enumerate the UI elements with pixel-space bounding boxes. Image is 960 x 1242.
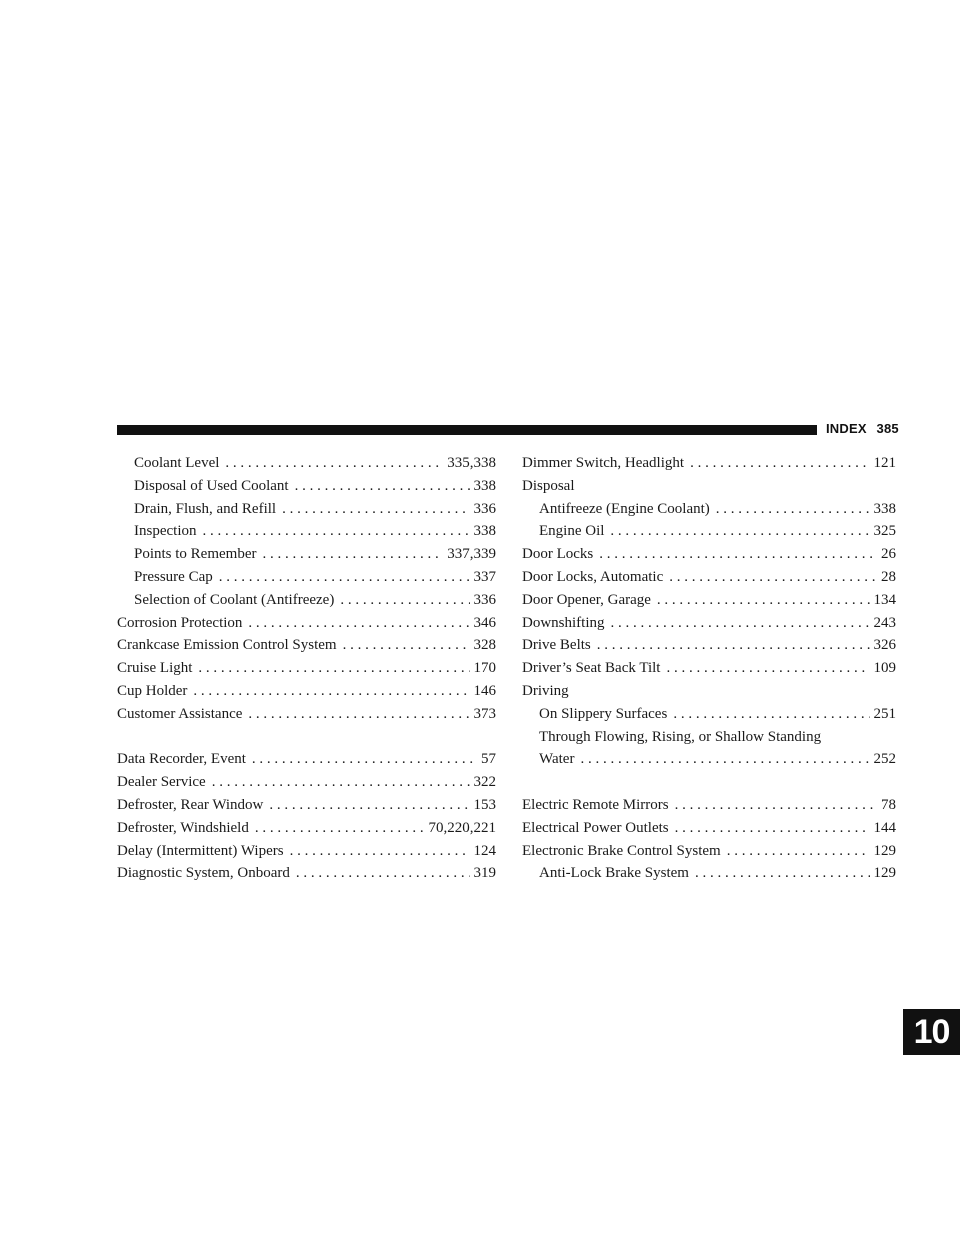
index-page-ref[interactable]: 26 xyxy=(881,546,896,563)
index-term: Downshifting xyxy=(522,614,605,631)
dot-leader xyxy=(690,452,869,475)
index-page-ref[interactable]: 146 xyxy=(473,682,496,699)
index-page-ref[interactable]: 243 xyxy=(873,614,896,631)
index-term: Coolant Level xyxy=(134,455,220,471)
index-entry xyxy=(117,794,496,817)
index-entry xyxy=(522,726,896,749)
index-term: Water xyxy=(539,751,575,768)
index-term: Drive Belts xyxy=(522,637,591,654)
index-entry xyxy=(522,475,896,498)
index-term: Door Locks xyxy=(522,546,594,563)
index-page-ref[interactable]: 336 xyxy=(473,591,496,608)
dot-leader xyxy=(716,498,870,521)
page-number: 385 xyxy=(876,421,899,436)
index-entry xyxy=(522,680,896,703)
dot-leader xyxy=(290,840,470,863)
index-term: Dealer Service xyxy=(117,774,206,791)
index-term: Door Locks, Automatic xyxy=(522,568,664,585)
dot-leader xyxy=(295,475,470,498)
index-entry xyxy=(117,657,496,680)
index-page-ref[interactable]: 337,339 xyxy=(447,546,496,563)
dot-leader xyxy=(248,703,469,726)
index-term: On Slippery Surfaces xyxy=(539,705,668,722)
dot-leader xyxy=(343,634,470,657)
index-entry xyxy=(117,817,496,840)
index-term: Defroster, Windshield xyxy=(117,819,249,836)
index-page-ref[interactable]: 134 xyxy=(873,591,896,608)
dot-leader xyxy=(727,840,870,863)
running-header xyxy=(826,421,899,436)
index-term: Data Recorder, Event xyxy=(117,751,246,768)
index-column-right xyxy=(522,452,896,885)
index-page-ref[interactable]: 336 xyxy=(473,500,496,517)
index-entry xyxy=(522,634,896,657)
index-term: Points to Remember xyxy=(134,546,257,563)
index-term: Door Opener, Garage xyxy=(522,591,651,608)
index-term: Disposal xyxy=(522,477,575,494)
index-term: Electrical Power Outlets xyxy=(522,819,669,836)
index-page-ref[interactable]: 121 xyxy=(873,455,896,471)
index-page-ref[interactable]: 78 xyxy=(881,796,896,813)
index-entry xyxy=(117,612,496,635)
chapter-tab[interactable]: 10 xyxy=(903,1009,960,1055)
index-page-ref[interactable]: 170 xyxy=(473,660,496,677)
dot-leader xyxy=(340,589,469,612)
index-entry xyxy=(117,543,496,566)
index-entry xyxy=(117,634,496,657)
dot-leader xyxy=(666,657,869,680)
index-entry xyxy=(117,475,496,498)
index-term: Drain, Flush, and Refill xyxy=(134,500,277,517)
dot-leader xyxy=(675,794,877,817)
index-term: Delay (Intermittent) Wipers xyxy=(117,842,284,859)
index-term: Defroster, Rear Window xyxy=(117,796,264,813)
index-term: Through Flowing, Rising, or Shallow Standing xyxy=(539,728,822,745)
index-entry xyxy=(522,657,896,680)
dot-leader xyxy=(669,566,877,589)
dot-leader xyxy=(255,817,425,840)
index-entry xyxy=(522,703,896,726)
index-term: Inspection xyxy=(134,523,197,540)
index-term: Driver’s Seat Back Tilt xyxy=(522,660,661,677)
dot-leader xyxy=(202,520,469,543)
index-entry xyxy=(117,566,496,589)
index-entry xyxy=(522,748,896,771)
dot-leader xyxy=(611,612,870,635)
index-page-ref[interactable]: 328 xyxy=(473,637,496,654)
dot-leader xyxy=(296,862,470,885)
dot-leader xyxy=(657,589,870,612)
index-page-ref[interactable]: 153 xyxy=(473,796,496,813)
dot-leader xyxy=(269,794,469,817)
header-rule xyxy=(117,425,817,435)
index-term: Electric Remote Mirrors xyxy=(522,796,669,813)
dot-leader xyxy=(248,612,469,635)
index-page-ref[interactable]: 28 xyxy=(881,568,896,585)
index-term: Corrosion Protection xyxy=(117,614,243,631)
index-entry xyxy=(117,498,496,521)
index-page-ref[interactable]: 338 xyxy=(473,523,496,540)
index-page-ref[interactable]: 373 xyxy=(473,705,496,722)
index-term: Selection of Coolant (Antifreeze) xyxy=(134,591,335,608)
index-term: Electronic Brake Control System xyxy=(522,842,721,859)
index-term: Diagnostic System, Onboard xyxy=(117,865,290,882)
dot-leader xyxy=(193,680,469,703)
index-term: Antifreeze (Engine Coolant) xyxy=(539,500,710,517)
dot-leader xyxy=(212,771,470,794)
index-term: Pressure Cap xyxy=(134,568,213,585)
dot-leader xyxy=(695,862,870,885)
index-entry xyxy=(117,703,496,726)
dot-leader xyxy=(673,703,869,726)
index-column-left xyxy=(117,452,496,885)
index-entry xyxy=(117,520,496,543)
index-page-ref[interactable]: 346 xyxy=(473,614,496,631)
index-page-ref[interactable]: 252 xyxy=(873,751,896,768)
dot-leader xyxy=(580,748,869,771)
index-entry xyxy=(522,794,896,817)
index-page-ref[interactable]: 338 xyxy=(473,477,496,494)
index-entry xyxy=(522,589,896,612)
dot-leader xyxy=(282,498,469,521)
index-entry xyxy=(522,452,896,475)
index-page-ref[interactable]: 109 xyxy=(873,660,896,677)
index-entry xyxy=(117,680,496,703)
index-entry xyxy=(117,589,496,612)
index-term: Disposal of Used Coolant xyxy=(134,477,289,494)
index-term: Customer Assistance xyxy=(117,705,243,722)
dot-leader xyxy=(219,566,470,589)
index-entry xyxy=(117,452,496,475)
index-term: Cruise Light xyxy=(117,660,193,677)
index-page-ref[interactable]: 337 xyxy=(473,568,496,585)
dot-leader xyxy=(263,543,444,566)
dot-leader xyxy=(252,748,477,771)
index-entry xyxy=(522,612,896,635)
dot-leader xyxy=(597,634,870,657)
section-title: INDEX xyxy=(826,421,867,436)
index-entry xyxy=(522,498,896,521)
index-entry xyxy=(522,840,896,863)
index-entry xyxy=(117,771,496,794)
dot-leader xyxy=(599,543,877,566)
index-entry xyxy=(117,840,496,863)
index-term: Driving xyxy=(522,682,569,699)
index-entry xyxy=(117,748,496,771)
index-entry xyxy=(522,543,896,566)
dot-leader xyxy=(610,520,869,543)
index-entry xyxy=(522,862,896,885)
index-page-ref[interactable]: 325 xyxy=(873,523,896,540)
index-term: Crankcase Emission Control System xyxy=(117,637,337,654)
index-page-ref[interactable]: 335,338 xyxy=(447,455,496,471)
index-entry xyxy=(522,566,896,589)
index-page-ref[interactable]: 251 xyxy=(873,705,896,722)
index-entry xyxy=(117,862,496,885)
index-page-ref[interactable]: 144 xyxy=(873,819,896,836)
index-entry xyxy=(522,520,896,543)
index-page-ref[interactable]: 57 xyxy=(481,751,496,768)
index-page-ref[interactable]: 129 xyxy=(873,865,896,882)
index-term: Dimmer Switch, Headlight xyxy=(522,455,685,471)
index-term: Cup Holder xyxy=(117,682,188,699)
index-page-ref[interactable]: 70,220,221 xyxy=(428,819,496,836)
index-page-ref[interactable]: 322 xyxy=(473,774,496,791)
index-page-ref[interactable]: 338 xyxy=(873,500,896,517)
dot-leader xyxy=(198,657,469,680)
index-page-ref[interactable]: 124 xyxy=(473,842,496,859)
index-entry xyxy=(522,817,896,840)
index-term: Anti-Lock Brake System xyxy=(539,865,689,882)
index-page-ref[interactable]: 326 xyxy=(873,637,896,654)
dot-leader xyxy=(675,817,870,840)
dot-leader xyxy=(225,452,443,475)
index-page-ref[interactable]: 319 xyxy=(473,865,496,882)
index-page-ref[interactable]: 129 xyxy=(873,842,896,859)
index-term: Engine Oil xyxy=(539,523,605,540)
